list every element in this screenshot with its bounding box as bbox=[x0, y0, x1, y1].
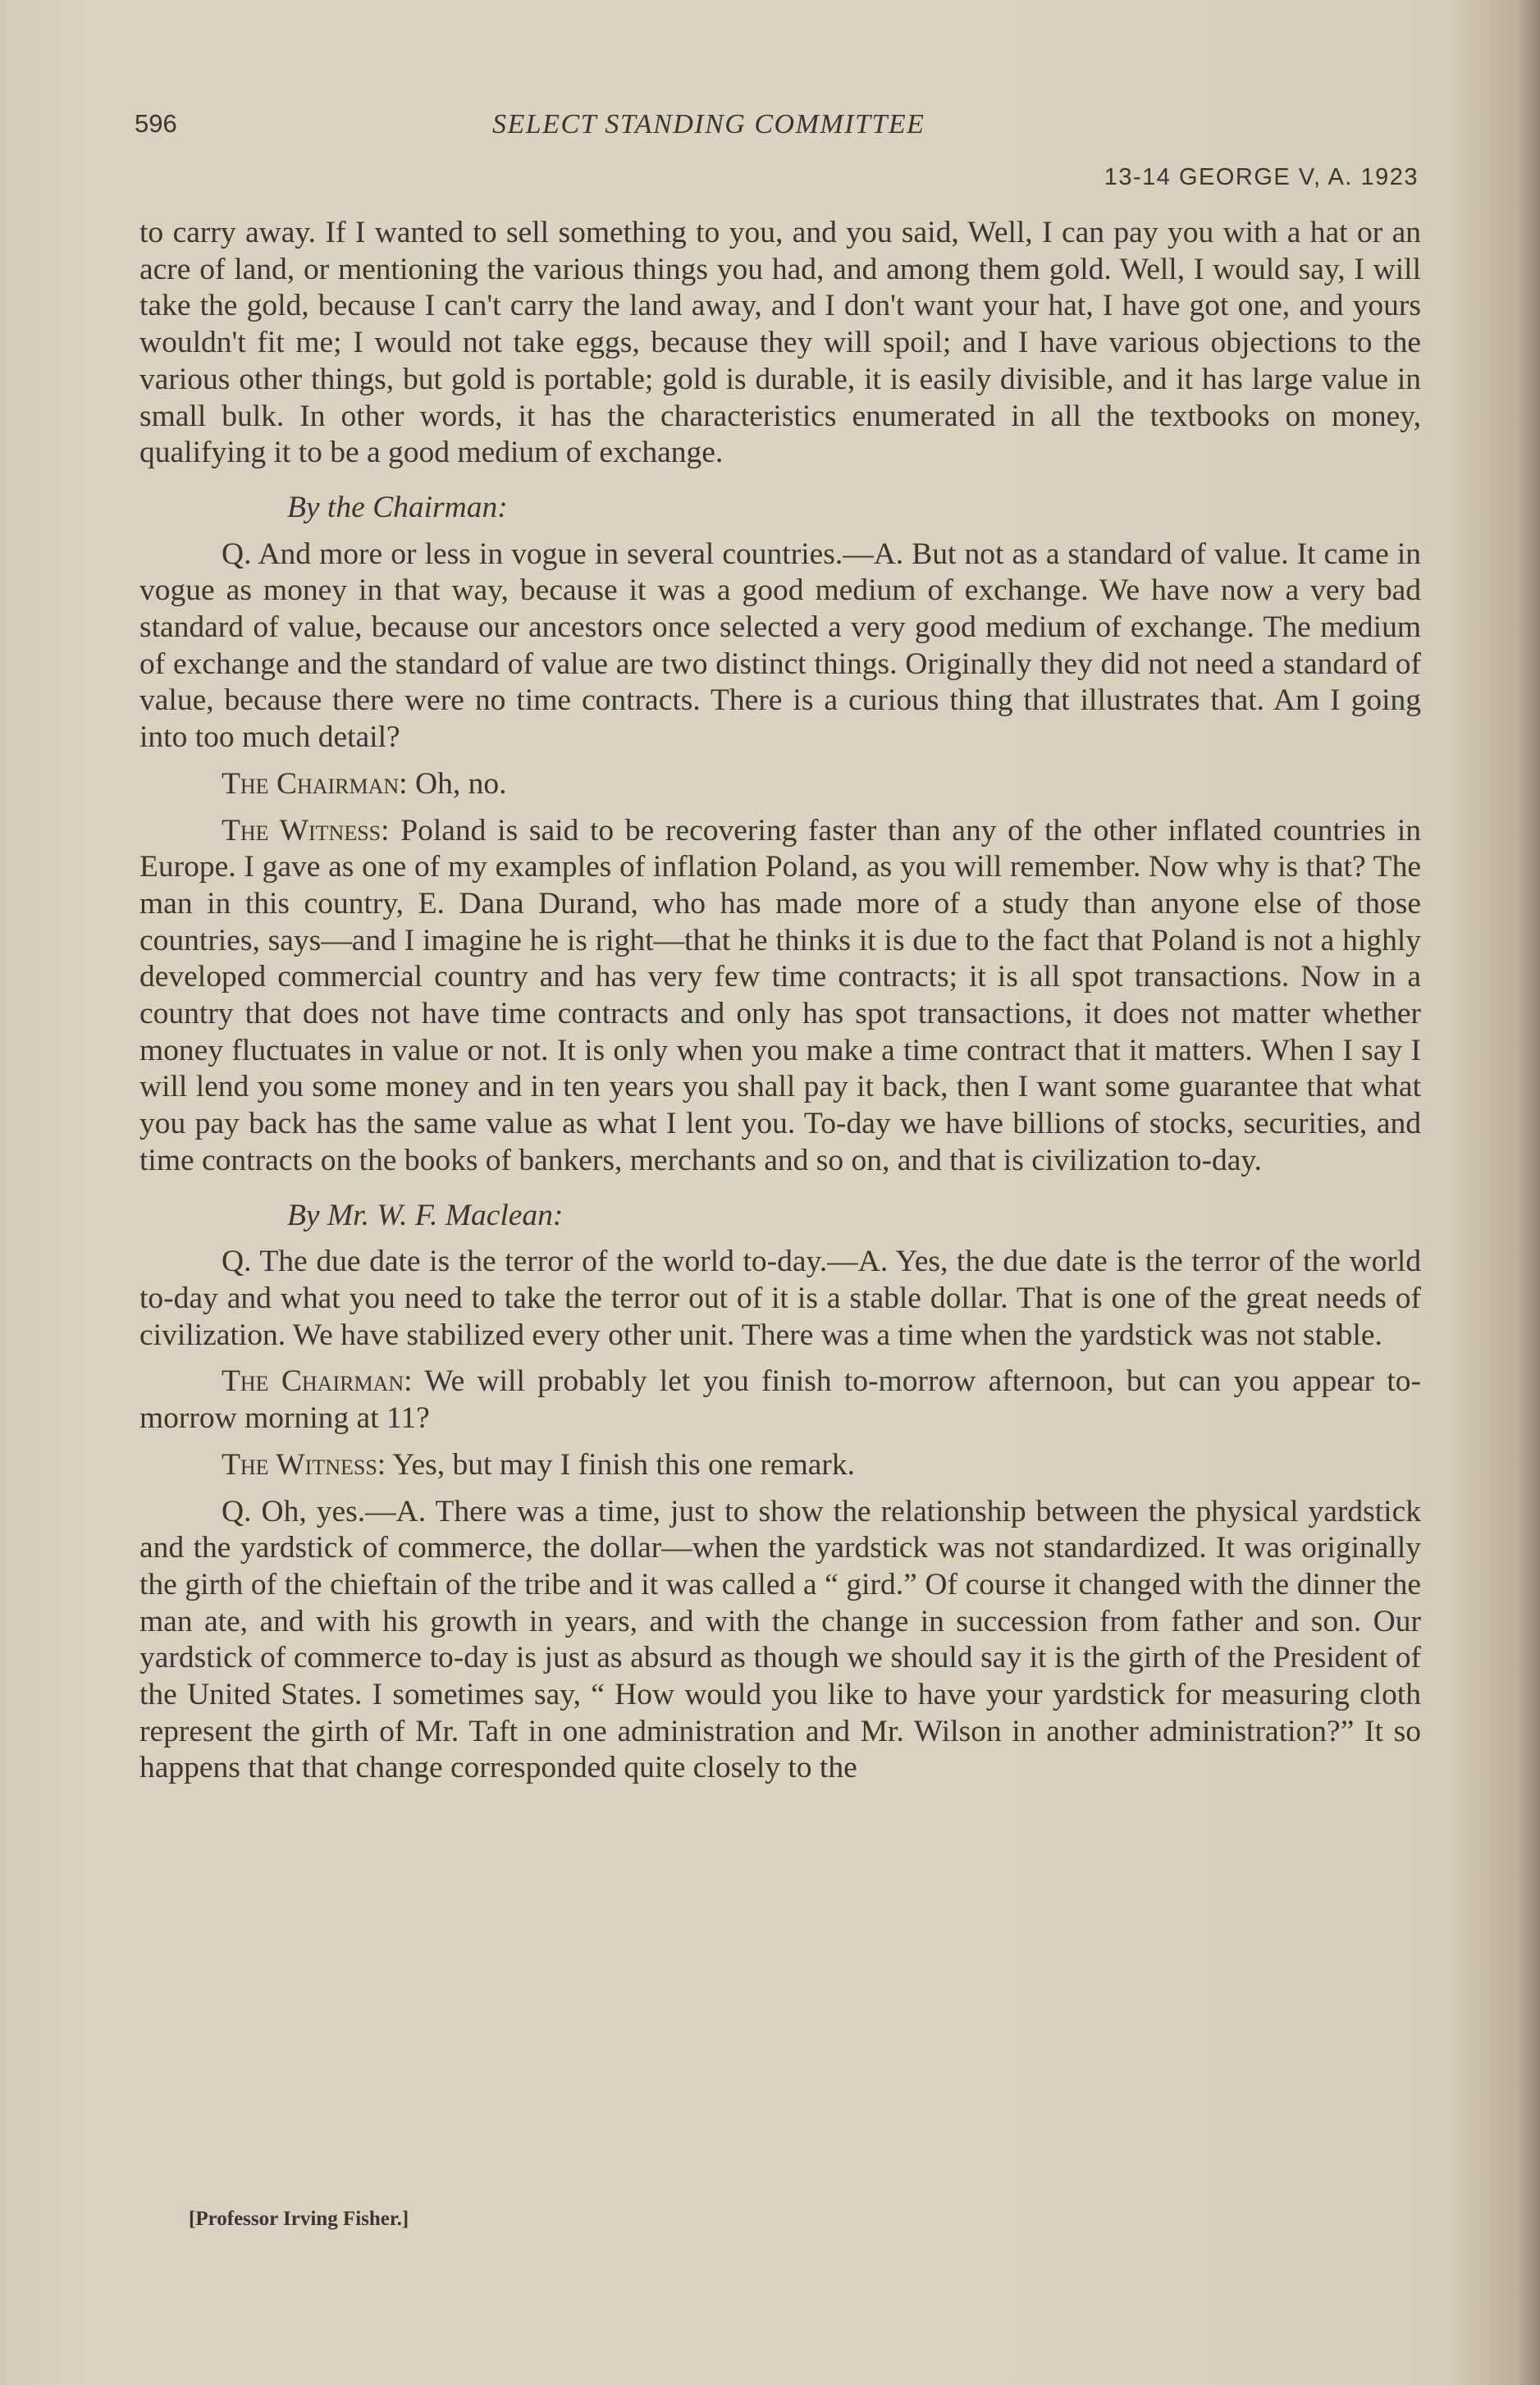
running-title: SELECT STANDING COMMITTEE bbox=[492, 109, 925, 139]
speaker-witness: The Witness: bbox=[222, 813, 390, 848]
paragraph-qa-chairman: Q. And more or less in vogue in several countries.—A. But not as a standard of value. It came in vogue as money in that way, because it was a good medium of exchange. We have now a very bad standard of value, because our ancestors once selected a very good medium of exchange. The medium of exchange and the standard of value are two distinct things. Originally they did not need a standard of value, because there were no time contracts. There is a curious thing that illustrates that. Am I going into too much detail? bbox=[139, 537, 1421, 755]
paragraph-qa-yardstick: Q. Oh, yes.—A. There was a time, just to show the relationship between the physical yardstick and the yardstick of commerce, the dollar—when the yardstick was not standardized. It was originally the girth of the chieftain of the tribe and it was called a “ gird.” Of course it changed with the dinner the man ate, and with his growth in years, and with the change in succession from father and son. Our yardstick of commerce to-day is just as absurd as though we should say it is the girth of the President of the United States. I sometimes say, “ How would you like to have your yardstick for measuring cloth represent the girth of Mr. Taft in one administration and Mr. Wilson in another administration?” It so happens that that change corresponded quite closely to the bbox=[139, 1494, 1421, 1785]
paragraph-chairman-reply: The Chairman: Oh, no. bbox=[222, 766, 507, 801]
page-number: 596 bbox=[135, 109, 177, 138]
session-label: 13-14 GEORGE V, A. 1923 bbox=[1104, 164, 1419, 190]
paragraph-witness-poland: The Witness: Poland is said to be recovering faster than any of the other inflated countries in Europe. I gave as one of my examples of inflation Poland, as you will remember. Now why is that? The man in this country, E. Dana Durand, who has made more of a study than anyone else of those countries, says—and I imagine he is right—that he thinks it is due to the fact that Poland is not a highly developed commercial country and has very few time contracts; it is all spot transactions. Now in a country that does not have time contracts and only has spot transactions, it does not matter whether money fluctuates in value or not. It is only when you make a time contract that it matters. When I say I will lend you some money and in ten years you shall pay it back, then I want some guarantee that what you pay back has the same value as what I lent you. To-day we have billions of stocks, securities, and time contracts on the books of bankers, merchants and so on, and that is civilization to-day. bbox=[139, 813, 1421, 1177]
speaker-chairman: The Chairman: bbox=[222, 1364, 413, 1399]
speaker-witness: The Witness: bbox=[222, 1447, 386, 1482]
paragraph-witness-remark: The Witness: Yes, but may I finish this one remark. bbox=[222, 1447, 856, 1482]
footnote-witness: [Professor Irving Fisher.] bbox=[189, 2208, 409, 2230]
paragraph-continuation: to carry away. If I wanted to sell something to you, and you said, Well, I can pay you with a hat or an acre of land, or mentioning the various things you had, and among them gold. Well, I would say, I will take the gold, because I can't carry the land away, and I don't want your hat, I have got one, and yours wouldn't fit me; I would not take eggs, because they will spoil; and I have various objections to the various other things, but gold is portable; gold is durable, it is easily divisible, and it has large value in small bulk. In other words, it has the characteristics enumerated in all the textbooks on money, qualifying it to be a good medium of exchange. bbox=[139, 216, 1421, 470]
speaker-chairman: The Chairman: bbox=[222, 766, 408, 801]
section-heading-maclean: By Mr. W. F. Maclean: bbox=[287, 1198, 564, 1232]
section-heading-chairman: By the Chairman: bbox=[287, 490, 508, 524]
paragraph-chairman-adjourn: The Chairman: We will probably let you finish to-morrow afternoon, but can you appear to-morrow morning at 11? bbox=[139, 1364, 1421, 1436]
body-text bbox=[139, 215, 1421, 1787]
paragraph-qa-due-date: Q. The due date is the terror of the world to-day.—A. Yes, the due date is the terror of the world to-day and what you need to take the terror out of it is a stable dollar. That is one of the great needs of civilization. We have stabilized every other unit. There was a time when the yardstick was not stable. bbox=[139, 1245, 1421, 1352]
